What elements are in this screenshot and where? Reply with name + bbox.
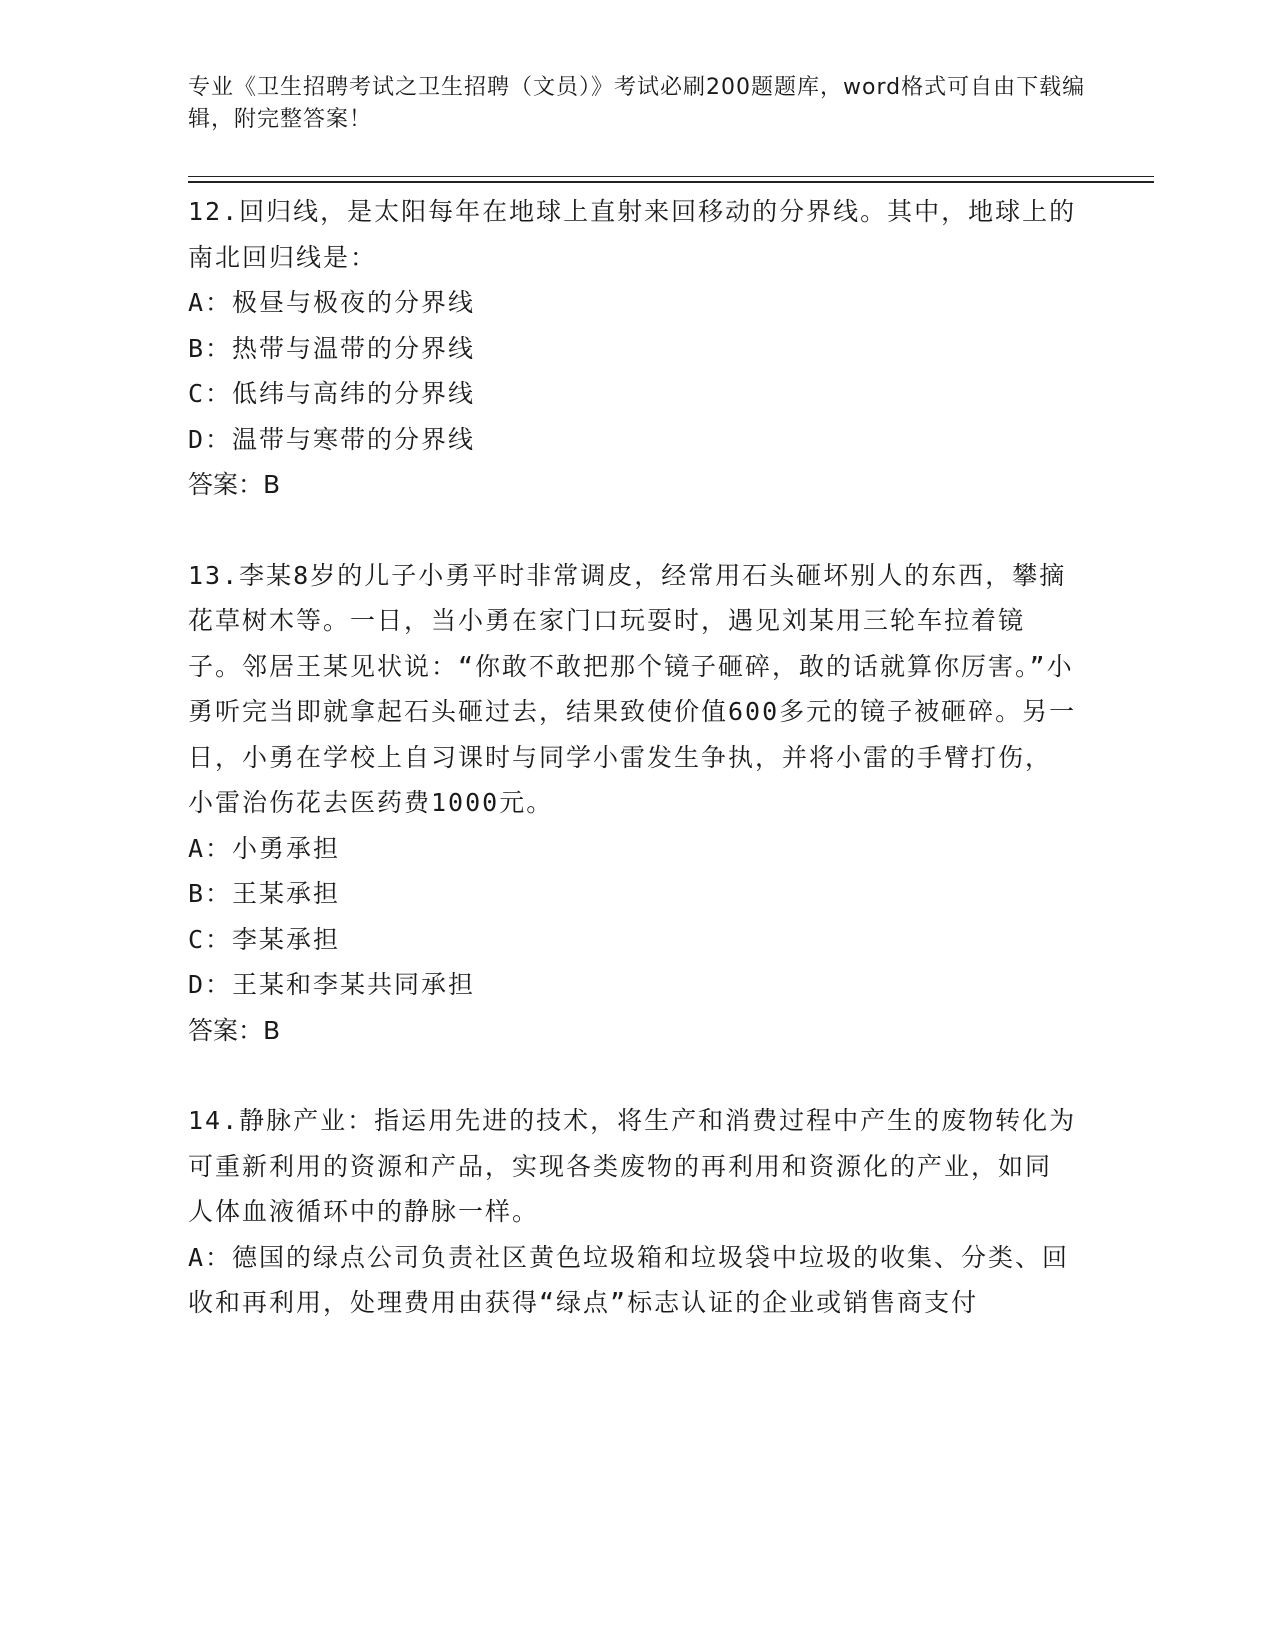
- option-a: A：小勇承担: [188, 833, 341, 863]
- header-divider-thin: [188, 176, 1154, 177]
- question-14: [188, 1098, 1078, 1326]
- question-12: [188, 189, 1078, 508]
- option-a: A：极昼与极夜的分界线: [188, 288, 476, 317]
- page-header: 专业《卫生招聘考试之卫生招聘（文员）》考试必刷200题题库，word格式可自由下载编辑，附完整答案！: [188, 75, 1086, 132]
- question-spacer: [188, 508, 1078, 553]
- answer-line: 答案：B: [188, 470, 281, 499]
- question-spacer: [188, 1053, 1078, 1098]
- option-a: A：德国的绿点公司负责社区黄色垃圾箱和垃圾袋中垃圾的收集、分类、回收和再利用，处理费用由获得“绿点”标志认证的企业或销售商支付: [188, 1242, 1070, 1317]
- question-list: [188, 189, 1078, 1326]
- question-stem: 14.静脉产业：指运用先进的技术，将生产和消费过程中产生的废物转化为可重新利用的资源和产品，实现各类废物的再利用和资源化的产业，如同人体血液循环中的静脉一样。: [188, 1106, 1077, 1226]
- option-c: C：李某承担: [188, 924, 341, 954]
- question-stem: 13.李某8岁的儿子小勇平时非常调皮，经常用石头砸坏别人的东西，攀摘花草树木等。一日，当小勇在家门口玩耍时，遇见刘某用三轮车拉着镜子。邻居王某见状说：“你敢不敢把那个镜子砸碎，敢的话就算你厉害。”小勇听完当即就拿起石头砸过去，结果致使价值600多元的镜子被砸碎。另一日，小勇在学校上自习课时与同学小雷发生争执，并将小雷的手臂打伤，小雷治伤花去医药费1000元。: [188, 560, 1077, 817]
- option-b: B：王某承担: [188, 879, 341, 908]
- option-c: C：低纬与高纬的分界线: [188, 379, 476, 408]
- option-d: D：温带与寒带的分界线: [188, 424, 476, 454]
- question-13: [188, 553, 1078, 1054]
- option-d: D：王某和李某共同承担: [188, 970, 476, 999]
- question-stem: 12.回归线，是太阳每年在地球上直射来回移动的分界线。其中，地球上的南北回归线是：: [188, 197, 1077, 272]
- answer-line: 答案：B: [188, 1015, 281, 1045]
- header-divider-thick: [188, 181, 1154, 183]
- option-b: B：热带与温带的分界线: [188, 333, 476, 363]
